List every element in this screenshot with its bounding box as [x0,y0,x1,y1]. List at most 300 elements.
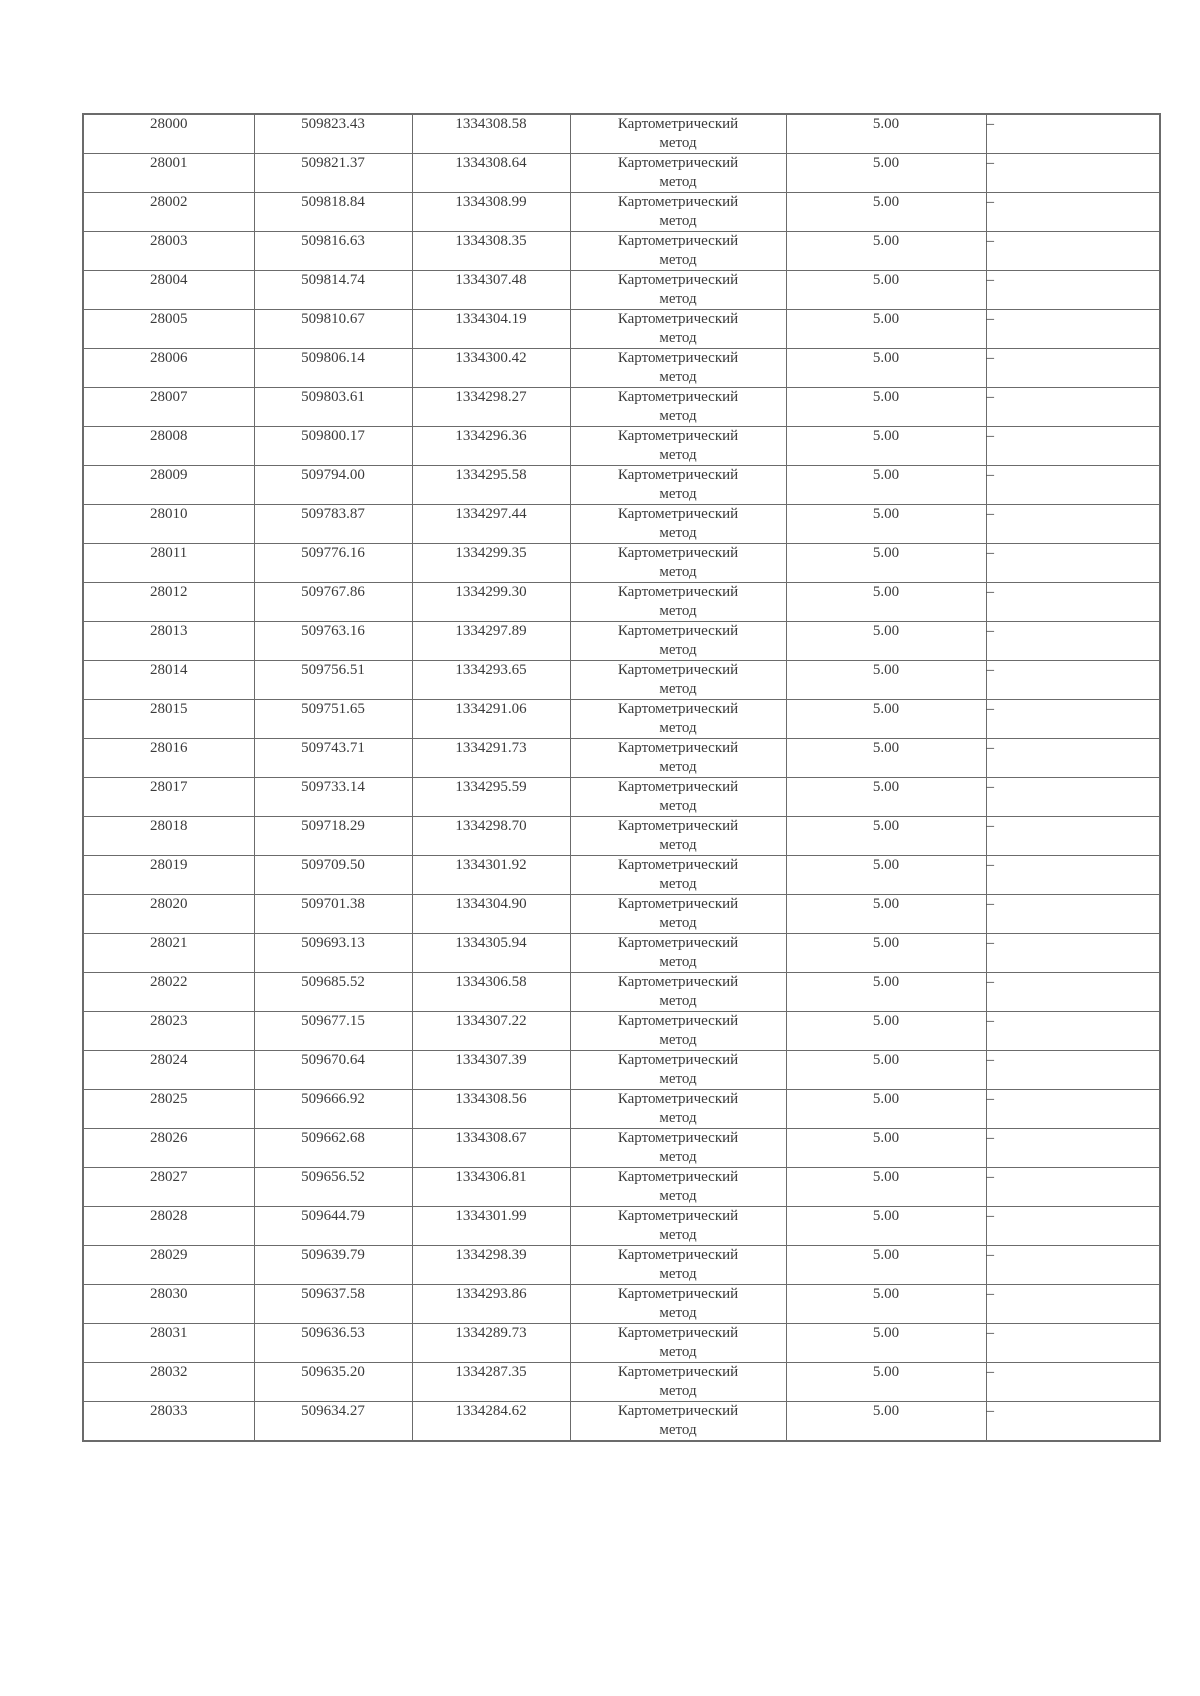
accuracy-cell: 5.00 [786,856,986,895]
y-coordinate-cell: 1334306.58 [412,973,570,1012]
table-row [83,1129,1160,1168]
method-line-1: Картометрический [617,311,739,327]
x-coordinate-cell: 509767.86 [254,583,412,622]
method-cell [570,1402,786,1442]
accuracy-cell: 5.00 [786,739,986,778]
point-number-cell: 28021 [83,934,254,973]
method-cell [570,388,786,427]
y-coordinate-cell: 1334306.81 [412,1168,570,1207]
method-cell [570,349,786,388]
method-cell [570,114,786,154]
x-coordinate-cell: 509677.15 [254,1012,412,1051]
table-row [83,232,1160,271]
method-cell [570,310,786,349]
description-cell: – [986,1246,1160,1285]
accuracy-cell: 5.00 [786,466,986,505]
method-cell [570,1168,786,1207]
accuracy-cell: 5.00 [786,193,986,232]
description-cell: – [986,349,1160,388]
y-coordinate-cell: 1334308.58 [412,114,570,154]
method-line-2: метод [659,1149,697,1165]
description-cell: – [986,1285,1160,1324]
method-cell [570,271,786,310]
method-line-1: Картометрический [617,233,739,249]
table-row [83,1324,1160,1363]
method-line-1: Картометрический [617,662,739,678]
method-line-2: метод [659,1032,697,1048]
table-row [83,856,1160,895]
method-cell [570,700,786,739]
table-row [83,310,1160,349]
y-coordinate-cell: 1334308.35 [412,232,570,271]
description-cell: – [986,193,1160,232]
table-row [83,1012,1160,1051]
point-number-cell: 28022 [83,973,254,1012]
x-coordinate-cell: 509800.17 [254,427,412,466]
description-cell: – [986,114,1160,154]
point-number-cell: 28032 [83,1363,254,1402]
point-number-cell: 28030 [83,1285,254,1324]
point-number-cell: 28010 [83,505,254,544]
description-cell: – [986,232,1160,271]
method-cell [570,154,786,193]
point-number-cell: 28001 [83,154,254,193]
description-cell: – [986,856,1160,895]
method-line-2: метод [659,252,697,268]
table-row [83,154,1160,193]
description-cell: – [986,583,1160,622]
x-coordinate-cell: 509637.58 [254,1285,412,1324]
x-coordinate-cell: 509709.50 [254,856,412,895]
method-line-1: Картометрический [617,1013,739,1029]
point-number-cell: 28015 [83,700,254,739]
table-row [83,271,1160,310]
method-line-1: Картометрический [617,623,739,639]
y-coordinate-cell: 1334296.36 [412,427,570,466]
y-coordinate-cell: 1334297.89 [412,622,570,661]
method-cell [570,1207,786,1246]
method-line-1: Картометрический [617,1325,739,1341]
description-cell: – [986,934,1160,973]
description-cell: – [986,661,1160,700]
method-line-1: Картометрический [617,935,739,951]
table-row [83,700,1160,739]
method-cell [570,1285,786,1324]
method-line-1: Картометрический [617,1403,739,1419]
accuracy-cell: 5.00 [786,232,986,271]
method-line-2: метод [659,525,697,541]
table-row [83,1090,1160,1129]
method-line-2: метод [659,1422,697,1438]
description-cell: – [986,1168,1160,1207]
coordinates-table-body [83,114,1160,1441]
table-row [83,193,1160,232]
method-line-1: Картометрический [617,1091,739,1107]
method-line-2: метод [659,447,697,463]
accuracy-cell: 5.00 [786,1012,986,1051]
description-cell: – [986,1402,1160,1442]
method-line-2: метод [659,486,697,502]
accuracy-cell: 5.00 [786,271,986,310]
point-number-cell: 28026 [83,1129,254,1168]
x-coordinate-cell: 509636.53 [254,1324,412,1363]
method-line-2: метод [659,369,697,385]
x-coordinate-cell: 509776.16 [254,544,412,583]
method-line-2: метод [659,1305,697,1321]
accuracy-cell: 5.00 [786,817,986,856]
accuracy-cell: 5.00 [786,1090,986,1129]
method-line-1: Картометрический [617,116,739,132]
method-line-1: Картометрический [617,1052,739,1068]
point-number-cell: 28013 [83,622,254,661]
x-coordinate-cell: 509794.00 [254,466,412,505]
y-coordinate-cell: 1334298.70 [412,817,570,856]
accuracy-cell: 5.00 [786,1402,986,1442]
accuracy-cell: 5.00 [786,661,986,700]
table-row [83,114,1160,154]
table-row [83,505,1160,544]
method-line-1: Картометрический [617,428,739,444]
accuracy-cell: 5.00 [786,427,986,466]
method-cell [570,817,786,856]
method-cell [570,193,786,232]
method-cell [570,661,786,700]
point-number-cell: 28023 [83,1012,254,1051]
description-cell: – [986,466,1160,505]
method-line-2: метод [659,1344,697,1360]
accuracy-cell: 5.00 [786,505,986,544]
method-line-2: метод [659,642,697,658]
method-line-2: метод [659,603,697,619]
accuracy-cell: 5.00 [786,1051,986,1090]
description-cell: – [986,505,1160,544]
accuracy-cell: 5.00 [786,1324,986,1363]
description-cell: – [986,1129,1160,1168]
y-coordinate-cell: 1334301.92 [412,856,570,895]
method-line-1: Картометрический [617,545,739,561]
description-cell: – [986,544,1160,583]
description-cell: – [986,154,1160,193]
point-number-cell: 28006 [83,349,254,388]
point-number-cell: 28031 [83,1324,254,1363]
method-line-1: Картометрический [617,506,739,522]
x-coordinate-cell: 509751.65 [254,700,412,739]
table-row [83,544,1160,583]
x-coordinate-cell: 509718.29 [254,817,412,856]
method-cell [570,778,786,817]
description-cell: – [986,271,1160,310]
table-row [83,427,1160,466]
method-line-2: метод [659,915,697,931]
table-row [83,739,1160,778]
method-line-1: Картометрический [617,740,739,756]
accuracy-cell: 5.00 [786,1129,986,1168]
accuracy-cell: 5.00 [786,700,986,739]
table-row [83,583,1160,622]
method-line-2: метод [659,1110,697,1126]
method-cell [570,739,786,778]
accuracy-cell: 5.00 [786,622,986,661]
description-cell: – [986,388,1160,427]
method-line-1: Картометрический [617,155,739,171]
method-line-2: метод [659,1227,697,1243]
method-line-1: Картометрический [617,1130,739,1146]
method-line-2: метод [659,330,697,346]
accuracy-cell: 5.00 [786,1207,986,1246]
method-line-2: метод [659,837,697,853]
method-cell [570,973,786,1012]
point-number-cell: 28029 [83,1246,254,1285]
point-number-cell: 28025 [83,1090,254,1129]
method-line-2: метод [659,720,697,736]
method-cell [570,895,786,934]
method-line-1: Картометрический [617,1169,739,1185]
description-cell: – [986,895,1160,934]
y-coordinate-cell: 1334305.94 [412,934,570,973]
y-coordinate-cell: 1334300.42 [412,349,570,388]
method-line-1: Картометрический [617,272,739,288]
method-line-2: метод [659,291,697,307]
method-line-1: Картометрический [617,194,739,210]
method-cell [570,856,786,895]
y-coordinate-cell: 1334307.22 [412,1012,570,1051]
x-coordinate-cell: 509806.14 [254,349,412,388]
table-row [83,778,1160,817]
accuracy-cell: 5.00 [786,895,986,934]
table-row [83,661,1160,700]
y-coordinate-cell: 1334287.35 [412,1363,570,1402]
x-coordinate-cell: 509635.20 [254,1363,412,1402]
y-coordinate-cell: 1334299.30 [412,583,570,622]
description-cell: – [986,1207,1160,1246]
coordinates-table [82,113,1161,1442]
description-cell: – [986,1012,1160,1051]
x-coordinate-cell: 509644.79 [254,1207,412,1246]
y-coordinate-cell: 1334291.73 [412,739,570,778]
y-coordinate-cell: 1334308.64 [412,154,570,193]
method-line-2: метод [659,993,697,1009]
point-number-cell: 28002 [83,193,254,232]
table-row [83,973,1160,1012]
x-coordinate-cell: 509810.67 [254,310,412,349]
accuracy-cell: 5.00 [786,310,986,349]
method-cell [570,1051,786,1090]
point-number-cell: 28019 [83,856,254,895]
method-cell [570,1324,786,1363]
point-number-cell: 28003 [83,232,254,271]
x-coordinate-cell: 509685.52 [254,973,412,1012]
table-row [83,388,1160,427]
x-coordinate-cell: 509666.92 [254,1090,412,1129]
method-cell [570,1129,786,1168]
method-cell [570,232,786,271]
description-cell: – [986,1090,1160,1129]
x-coordinate-cell: 509639.79 [254,1246,412,1285]
table-row [83,466,1160,505]
x-coordinate-cell: 509756.51 [254,661,412,700]
point-number-cell: 28020 [83,895,254,934]
y-coordinate-cell: 1334289.73 [412,1324,570,1363]
point-number-cell: 28009 [83,466,254,505]
accuracy-cell: 5.00 [786,544,986,583]
y-coordinate-cell: 1334304.19 [412,310,570,349]
point-number-cell: 28027 [83,1168,254,1207]
x-coordinate-cell: 509693.13 [254,934,412,973]
point-number-cell: 28016 [83,739,254,778]
x-coordinate-cell: 509763.16 [254,622,412,661]
method-cell [570,934,786,973]
method-line-1: Картометрический [617,896,739,912]
y-coordinate-cell: 1334298.39 [412,1246,570,1285]
method-line-1: Картометрический [617,974,739,990]
y-coordinate-cell: 1334291.06 [412,700,570,739]
method-line-2: метод [659,174,697,190]
point-number-cell: 28004 [83,271,254,310]
point-number-cell: 28028 [83,1207,254,1246]
point-number-cell: 28007 [83,388,254,427]
y-coordinate-cell: 1334308.56 [412,1090,570,1129]
method-line-1: Картометрический [617,584,739,600]
x-coordinate-cell: 509823.43 [254,114,412,154]
method-line-2: метод [659,798,697,814]
y-coordinate-cell: 1334293.65 [412,661,570,700]
method-line-2: метод [659,1266,697,1282]
point-number-cell: 28005 [83,310,254,349]
x-coordinate-cell: 509818.84 [254,193,412,232]
method-line-1: Картометрический [617,1364,739,1380]
method-line-2: метод [659,759,697,775]
table-row [83,1402,1160,1442]
y-coordinate-cell: 1334308.99 [412,193,570,232]
description-cell: – [986,700,1160,739]
x-coordinate-cell: 509743.71 [254,739,412,778]
method-line-1: Картометрический [617,701,739,717]
table-row [83,895,1160,934]
point-number-cell: 28000 [83,114,254,154]
x-coordinate-cell: 509662.68 [254,1129,412,1168]
method-line-1: Картометрический [617,818,739,834]
method-line-2: метод [659,1383,697,1399]
y-coordinate-cell: 1334307.48 [412,271,570,310]
point-number-cell: 28008 [83,427,254,466]
y-coordinate-cell: 1334308.67 [412,1129,570,1168]
description-cell: – [986,310,1160,349]
y-coordinate-cell: 1334295.59 [412,778,570,817]
method-cell [570,544,786,583]
point-number-cell: 28011 [83,544,254,583]
description-cell: – [986,973,1160,1012]
method-line-2: метод [659,135,697,151]
method-line-2: метод [659,564,697,580]
x-coordinate-cell: 509821.37 [254,154,412,193]
point-number-cell: 28024 [83,1051,254,1090]
accuracy-cell: 5.00 [786,1168,986,1207]
description-cell: – [986,1363,1160,1402]
method-line-1: Картометрический [617,467,739,483]
accuracy-cell: 5.00 [786,114,986,154]
x-coordinate-cell: 509783.87 [254,505,412,544]
y-coordinate-cell: 1334307.39 [412,1051,570,1090]
y-coordinate-cell: 1334295.58 [412,466,570,505]
table-row [83,934,1160,973]
table-row [83,349,1160,388]
point-number-cell: 28012 [83,583,254,622]
method-line-1: Картометрический [617,389,739,405]
accuracy-cell: 5.00 [786,778,986,817]
method-line-1: Картометрический [617,1208,739,1224]
x-coordinate-cell: 509634.27 [254,1402,412,1442]
accuracy-cell: 5.00 [786,1285,986,1324]
table-row [83,1285,1160,1324]
accuracy-cell: 5.00 [786,388,986,427]
accuracy-cell: 5.00 [786,1246,986,1285]
method-cell [570,1363,786,1402]
x-coordinate-cell: 509701.38 [254,895,412,934]
y-coordinate-cell: 1334284.62 [412,1402,570,1442]
accuracy-cell: 5.00 [786,1363,986,1402]
y-coordinate-cell: 1334293.86 [412,1285,570,1324]
method-cell [570,583,786,622]
method-cell [570,1012,786,1051]
table-row [83,1363,1160,1402]
method-cell [570,622,786,661]
method-line-1: Картометрический [617,779,739,795]
accuracy-cell: 5.00 [786,349,986,388]
description-cell: – [986,622,1160,661]
description-cell: – [986,817,1160,856]
table-row [83,1168,1160,1207]
table-row [83,1246,1160,1285]
accuracy-cell: 5.00 [786,583,986,622]
method-line-2: метод [659,408,697,424]
table-row [83,1051,1160,1090]
x-coordinate-cell: 509814.74 [254,271,412,310]
table-row [83,817,1160,856]
y-coordinate-cell: 1334297.44 [412,505,570,544]
description-cell: – [986,778,1160,817]
accuracy-cell: 5.00 [786,973,986,1012]
method-cell [570,427,786,466]
y-coordinate-cell: 1334304.90 [412,895,570,934]
table-row [83,622,1160,661]
point-number-cell: 28033 [83,1402,254,1442]
point-number-cell: 28017 [83,778,254,817]
method-cell [570,1246,786,1285]
method-cell [570,505,786,544]
method-line-2: метод [659,681,697,697]
method-line-2: метод [659,954,697,970]
method-line-2: метод [659,876,697,892]
description-cell: – [986,1051,1160,1090]
y-coordinate-cell: 1334299.35 [412,544,570,583]
method-line-1: Картометрический [617,857,739,873]
point-number-cell: 28014 [83,661,254,700]
accuracy-cell: 5.00 [786,934,986,973]
method-cell [570,466,786,505]
x-coordinate-cell: 509656.52 [254,1168,412,1207]
table-row [83,1207,1160,1246]
x-coordinate-cell: 509670.64 [254,1051,412,1090]
point-number-cell: 28018 [83,817,254,856]
method-line-2: метод [659,213,697,229]
x-coordinate-cell: 509816.63 [254,232,412,271]
description-cell: – [986,427,1160,466]
y-coordinate-cell: 1334298.27 [412,388,570,427]
method-line-2: метод [659,1188,697,1204]
method-line-1: Картометрический [617,1247,739,1263]
method-line-1: Картометрический [617,1286,739,1302]
x-coordinate-cell: 509803.61 [254,388,412,427]
